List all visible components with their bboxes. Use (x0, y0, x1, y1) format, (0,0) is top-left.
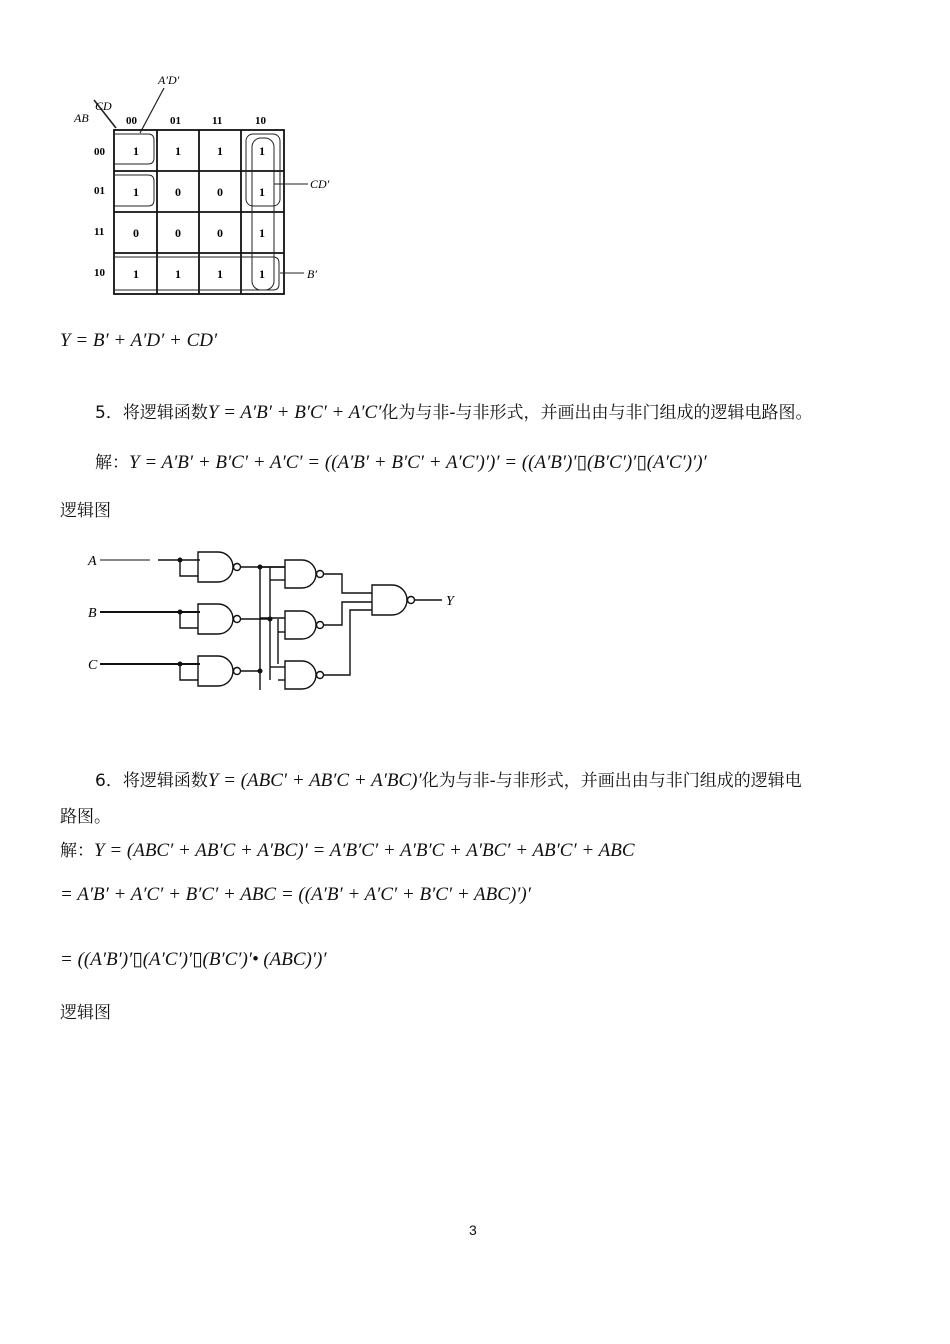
kmap-row-label: 11 (94, 226, 105, 238)
kmap-col-label: 10 (255, 115, 266, 127)
problem5-solution-label: 解： (95, 453, 129, 473)
input-c-label: C (88, 658, 98, 673)
problem6-suffix: 化为与非-与非形式，并画出由与非门组成的逻辑电 (421, 771, 802, 791)
kmap-cell: 0 (133, 226, 139, 240)
result-expression: Y = B′ + A′D′ + CD′ (60, 330, 218, 351)
problem6-statement (95, 766, 802, 792)
kmap-label-b: B′ (307, 267, 317, 281)
problem5-statement (95, 398, 813, 424)
kmap-cell: 1 (133, 267, 139, 281)
kmap-cell: 1 (175, 144, 181, 158)
kmap-col-label: 00 (126, 115, 137, 127)
nand-gate-5 (285, 611, 316, 639)
kmap-cell: 1 (259, 185, 265, 199)
kmap-cell: 0 (217, 226, 223, 240)
kmap-cell: 0 (175, 226, 181, 240)
output-y-label: Y (446, 594, 454, 609)
nand-gate-6 (285, 661, 316, 689)
problem6-solution (60, 836, 635, 862)
kmap-row-var: AB (74, 111, 89, 125)
kmap-cell: 1 (217, 144, 223, 158)
kmap-cell: 0 (175, 185, 181, 199)
kmap-row-label: 01 (94, 185, 105, 197)
nand-gate-3 (198, 656, 233, 686)
input-b-label: B (88, 606, 97, 621)
problem5-solution-expression: Y = A′B′ + B′C′ + A′C′ = ((A′B′ + B′C′ + A′C′)′)′ = ((A′B′)′▯(B′C′)′▯(A′C′)′)′ (129, 452, 707, 473)
kmap-cell: 1 (175, 267, 181, 281)
problem6-suffix2: 路图。 (60, 807, 111, 827)
problem6-solution-label: 解： (60, 841, 94, 861)
kmap-col-label: 01 (170, 115, 181, 127)
problem6-expression: Y = (ABC′ + AB′C + A′BC)′ (207, 770, 422, 791)
kmap-col-label: 11 (212, 115, 223, 127)
kmap-col-var: CD (95, 99, 112, 113)
nand-gate-4 (285, 560, 316, 588)
problem6-prefix: 6．将逻辑函数 (95, 771, 208, 791)
kmap-cell: 1 (133, 144, 139, 158)
input-a-label: A (88, 554, 97, 569)
karnaugh-map (60, 60, 360, 310)
problem5-suffix: 化为与非-与非形式，并画出由与非门组成的逻辑电路图。 (381, 403, 813, 423)
nand-gate-2 (198, 604, 233, 634)
problem6-diagram-label: 逻辑图 (60, 1003, 111, 1023)
kmap-cell: 1 (133, 185, 139, 199)
kmap-cell: 1 (259, 144, 265, 158)
problem5-diagram-label: 逻辑图 (60, 501, 111, 521)
kmap-label-cd: CD′ (310, 177, 330, 191)
problem6-line2: = A′B′ + A′C′ + B′C′ + ABC = ((A′B′ + A′C′ + B′C′ + ABC)′)′ (60, 884, 531, 905)
kmap-cell: 1 (217, 267, 223, 281)
problem5-prefix: 5．将逻辑函数 (95, 403, 208, 423)
problem5-solution (95, 448, 707, 474)
kmap-cell: 1 (259, 226, 265, 240)
nand-circuit-diagram (80, 540, 480, 700)
nand-gate-1 (198, 552, 233, 582)
problem5-expression: Y = A′B′ + B′C′ + A′C′ (207, 402, 382, 423)
problem6-line1: Y = (ABC′ + AB′C + A′BC)′ = A′B′C′ + A′B′C + A′BC′ + AB′C′ + ABC (94, 840, 635, 861)
page-number: 3 (469, 1222, 477, 1238)
kmap-row-label: 00 (94, 146, 105, 158)
kmap-label-ad: A′D′ (158, 73, 180, 87)
nand-gate-final (372, 585, 407, 615)
kmap-cell: 1 (259, 267, 265, 281)
problem6-line3: = ((A′B′)′▯(A′C′)′▯(B′C′)′• (ABC)′)′ (60, 949, 327, 970)
kmap-row-label: 10 (94, 267, 105, 279)
kmap-cell: 0 (217, 185, 223, 199)
